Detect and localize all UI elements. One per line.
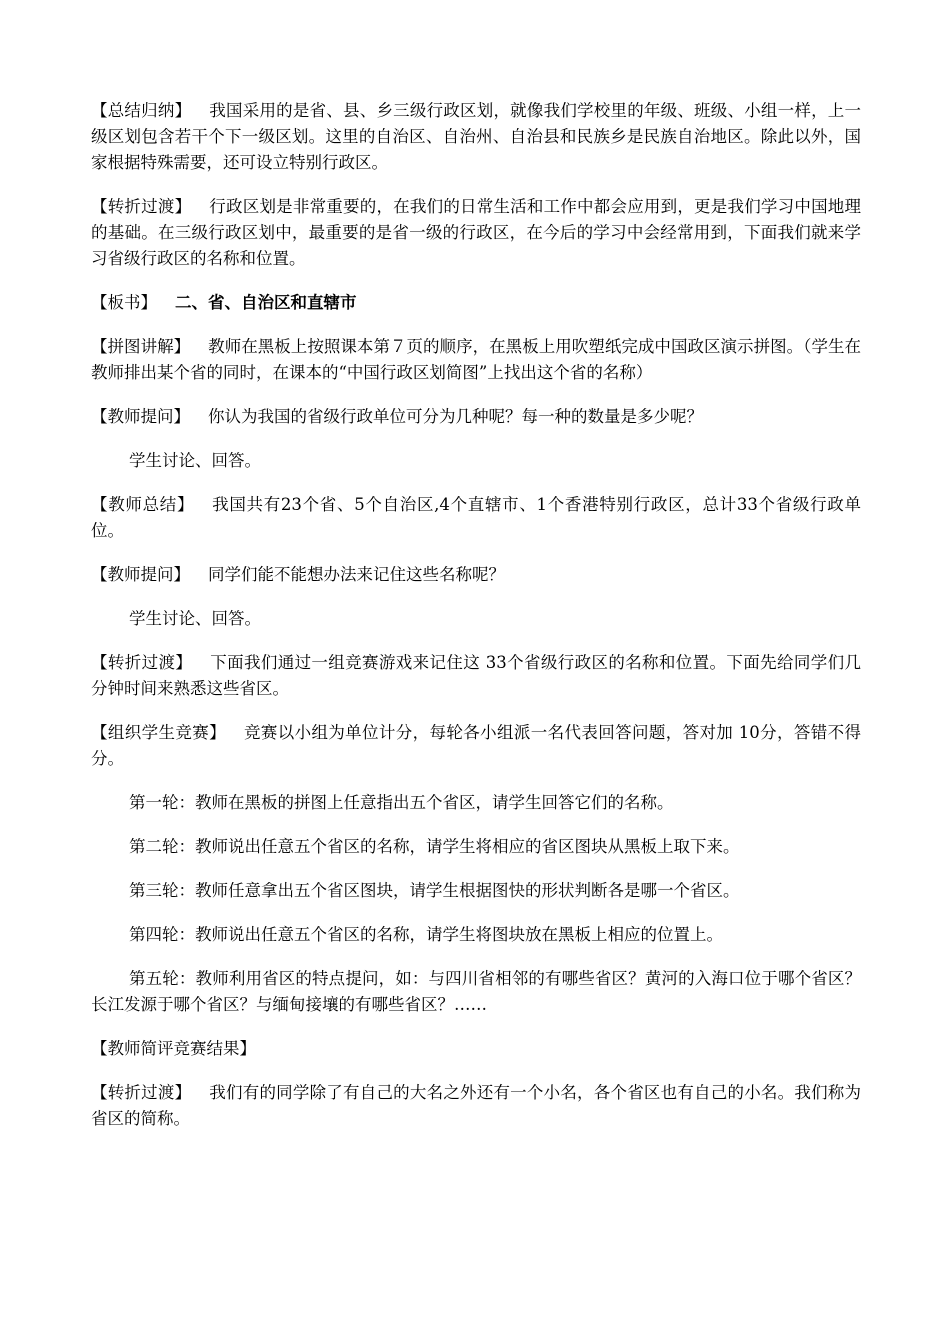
- paragraph-competition-review: [91, 1036, 861, 1062]
- paragraph-tag: 【转折过渡】: [91, 1083, 192, 1102]
- paragraph-round-1: [91, 790, 861, 816]
- paragraph-tag: 【教师提问】: [91, 565, 190, 584]
- paragraph-tag: 【教师总结】: [91, 495, 195, 514]
- paragraph-text: 学生讨论、回答。: [129, 609, 261, 628]
- paragraph-teacher-question-1: [91, 404, 861, 430]
- paragraph-text: 同学们能不能想办法来记住这些名称呢？: [208, 565, 505, 584]
- paragraph-student-discussion-1: [91, 448, 861, 474]
- paragraph-tag: 【教师简评竞赛结果】: [91, 1039, 256, 1058]
- paragraph-text: 我国采用的是省、县、乡三级行政区划，就像我们学校里的年级、班级、小组一样，上一级区划包含若干个下一级区划。这里的自治区、自治州、自治县和民族乡是民族自治地区。除此以外，国家根据特殊需要，还可设立特别行政区。: [91, 101, 862, 172]
- paragraph-transition-2: [91, 650, 861, 702]
- paragraph-round-4: [91, 922, 861, 948]
- paragraph-text: 行政区划是非常重要的，在我们的日常生活和工作中都会应用到，更是我们学习中国地理的基础。在三级行政区划中，最重要的是省一级的行政区，在今后的学习中会经常用到，下面我们就来学习省级行政区的名称和位置。: [91, 197, 862, 268]
- paragraph-puzzle-explanation: [91, 334, 861, 386]
- paragraph-tag: 【总结归纳】: [91, 101, 192, 120]
- paragraph-round-3: [91, 878, 861, 904]
- paragraph-text: 你认为我国的省级行政单位可分为几种呢？每一种的数量是多少呢？: [208, 407, 703, 426]
- paragraph-teacher-question-2: [91, 562, 861, 588]
- section-heading: [91, 290, 861, 316]
- paragraph-transition-3: [91, 1080, 861, 1132]
- paragraph-text: 竞赛以小组为单位计分，每轮各小组派一名代表回答问题，答对加 10分，答错不得分。: [91, 723, 862, 768]
- paragraph-text: 我国共有23个省、5个自治区,4个直辖市、1个香港特别行政区，总计33个省级行政单位。: [91, 495, 861, 540]
- paragraph-tag: 【板书】: [91, 293, 157, 312]
- document-page: [91, 98, 861, 1132]
- paragraph-student-discussion-2: [91, 606, 861, 632]
- paragraph-transition-1: [91, 194, 861, 272]
- paragraph-text: 教师在黑板上按照课本第７页的顺序，在黑板上用吹塑纸完成中国政区演示拼图。（学生在教师排出某个省的同时，在课本的“中国行政区划简图”上找出这个省的名称）: [91, 337, 862, 382]
- paragraph-text: 第二轮：教师说出任意五个省区的名称，请学生将相应的省区图块从黑板上取下来。: [129, 837, 740, 856]
- paragraph-tag: 【转折过渡】: [91, 197, 192, 216]
- paragraph-tag: 【组织学生竞赛】: [91, 723, 226, 742]
- paragraph-text: 学生讨论、回答。: [129, 451, 261, 470]
- paragraph-text: 下面我们通过一组竞赛游戏来记住这 33个省级行政区的名称和位置。下面先给同学们几分钟时间来熟悉这些省区。: [91, 653, 861, 698]
- paragraph-tag: 【教师提问】: [91, 407, 190, 426]
- section-heading-text: 二、省、自治区和直辖市: [175, 293, 357, 312]
- paragraph-tag: 【拼图讲解】: [91, 337, 191, 356]
- paragraph-competition: [91, 720, 861, 772]
- paragraph-round-5: [91, 966, 861, 1018]
- paragraph-text: 第三轮：教师任意拿出五个省区图块，请学生根据图快的形状判断各是哪一个省区。: [129, 881, 740, 900]
- paragraph-round-2: [91, 834, 861, 860]
- paragraph-summary: [91, 98, 861, 176]
- paragraph-text: 第五轮：教师利用省区的特点提问，如：与四川省相邻的有哪些省区？黄河的入海口位于哪个省区？长江发源于哪个省区？与缅甸接壤的有哪些省区？……: [91, 969, 861, 1014]
- paragraph-tag: 【转折过渡】: [91, 653, 193, 672]
- paragraph-text: 我们有的同学除了有自己的大名之外还有一个小名，各个省区也有自己的小名。我们称为省区的简称。: [91, 1083, 862, 1128]
- paragraph-text: 第四轮：教师说出任意五个省区的名称，请学生将图块放在黑板上相应的位置上。: [129, 925, 723, 944]
- paragraph-teacher-summary: [91, 492, 861, 544]
- paragraph-text: 第一轮：教师在黑板的拼图上任意指出五个省区，请学生回答它们的名称。: [129, 793, 674, 812]
